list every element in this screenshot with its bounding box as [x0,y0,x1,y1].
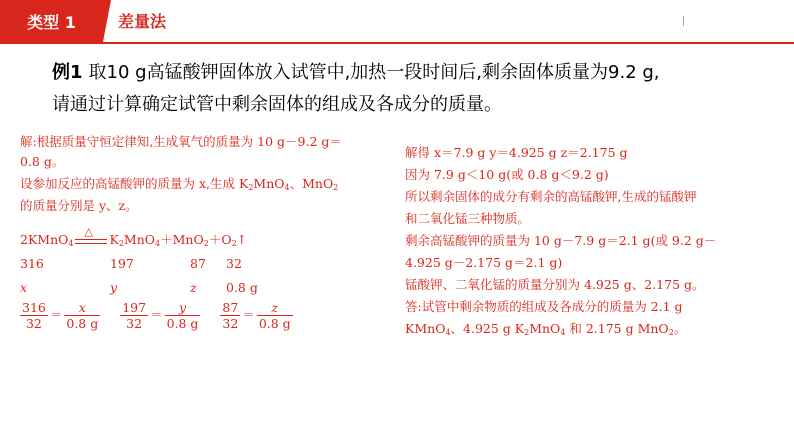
solution-left-line-3 [20,174,338,198]
sub-4: 4 [68,239,74,248]
r9-kmno4: KMnO [405,321,446,336]
var-y: y [110,280,118,295]
solution-right-line-2: 因为 7.9 g＜10 g(或 0.8 g＜9.2 g) [405,167,609,182]
tab-notch [103,0,111,42]
solution-right-line-1: 解得 x＝7.9 g y＝4.925 g z＝2.175 g [405,145,628,160]
sub-2: 2 [203,239,209,248]
fraction-87-32: $\frac{87}{32}$ [222,300,239,331]
r9-k: 、4.925 g K [450,321,525,336]
gas-arrow: ↑ [236,232,248,247]
example-text-1: 取10 g高锰酸钾固体放入试管中,加热一段时间后,剩余固体质量为9.2 g, [88,62,660,83]
type-tab [0,0,103,42]
r9-end: 。 [673,321,687,336]
solution-right-line-4: 和二氧化锰三种物质。 [405,211,531,226]
heat-symbol: △ [84,224,93,238]
sub-2: 2 [248,183,254,192]
header-bar [0,0,794,44]
r9-mno: MnO [529,321,561,336]
mass-316: 316 [20,256,44,271]
sub-4: 4 [445,328,451,337]
mass-32: 32 [226,256,242,271]
solution-right-line-5: 剩余高锰酸钾的质量为 10 g－7.9 g＝2.1 g(或 9.2 g－ [405,233,717,248]
eq-product-mn: MnO [123,232,156,247]
eq-product-k: K [109,232,119,247]
solution-right-line-3: 所以剩余固体的成分有剩余的高锰酸钾,生成的锰酸钾 [405,189,697,204]
r9-mno2: 和 2.175 g MnO [565,321,669,336]
sub-4: 4 [560,328,566,337]
sub-2: 2 [231,239,237,248]
example-text-2: 请通过计算确定试管中剩余固体的组成及各成分的质量。 [52,94,502,115]
fraction-197-32: $\frac{197}{32}$ [122,300,147,331]
solution-right-line-8: 答:试管中剩余物质的组成及各成分的质量为 2.1 g [405,299,683,314]
sub-2: 2 [524,328,530,337]
solution-left-line-4: 的质量分别是 y、z。 [20,198,138,213]
example-line-2 [52,90,502,116]
solution-left-line-1: 解:根据质量守恒定律知,生成氧气的质量为 10 g－9.2 g＝ [20,134,342,149]
header-mark [683,16,684,26]
fraction-y-08: $\frac{y}{0.8 g}$ [166,300,199,331]
l3-part-c: 、MnO [289,176,334,191]
eq-product-o2: ＋O [208,232,232,247]
sub-4: 4 [155,239,161,248]
fraction-z-08: $\frac{z}{0.8 g}$ [258,300,291,331]
solution-right-line-6: 4.925 g－2.175 g＝2.1 g) [405,255,563,270]
eq-product-mno2: ＋MnO [160,232,204,247]
example-label: 例1 [52,62,83,83]
mass-87: 87 [190,256,206,271]
equals-sign: ＝ [242,307,255,322]
solution-right-line-7: 锰酸钾、二氧化锰的质量分别为 4.925 g、2.175 g。 [405,277,705,292]
sub-2: 2 [118,239,124,248]
mass-197: 197 [110,256,134,271]
var-x: x [20,280,28,295]
fraction-316-32: $\frac{316}{32}$ [22,300,46,331]
sub-4: 4 [284,183,290,192]
example-line-1 [52,58,660,84]
var-0-8g: 0.8 g [226,280,258,295]
eq-reactant: 2KMnO [20,232,69,247]
sub-2: 2 [668,328,674,337]
l3-part-b: MnO [253,176,285,191]
heat-arrow [73,224,109,247]
var-z: z [190,280,197,295]
chemical-equation [20,224,248,254]
equals-sign: ＝ [49,307,63,322]
l3-part-a: 设参加反应的高锰酸钾的质量为 x,生成 K [20,176,249,191]
sub-2: 2 [333,183,339,192]
solution-right-line-9 [405,319,686,343]
fraction-x-08: $\frac{x}{0.8 g}$ [66,300,99,331]
proportion-equations [18,300,295,331]
solution-left-line-2: 0.8 g。 [20,154,65,169]
type-label: 类型 1 [27,12,76,32]
equals-sign: ＝ [150,307,163,322]
method-title: 差量法 [118,12,167,31]
